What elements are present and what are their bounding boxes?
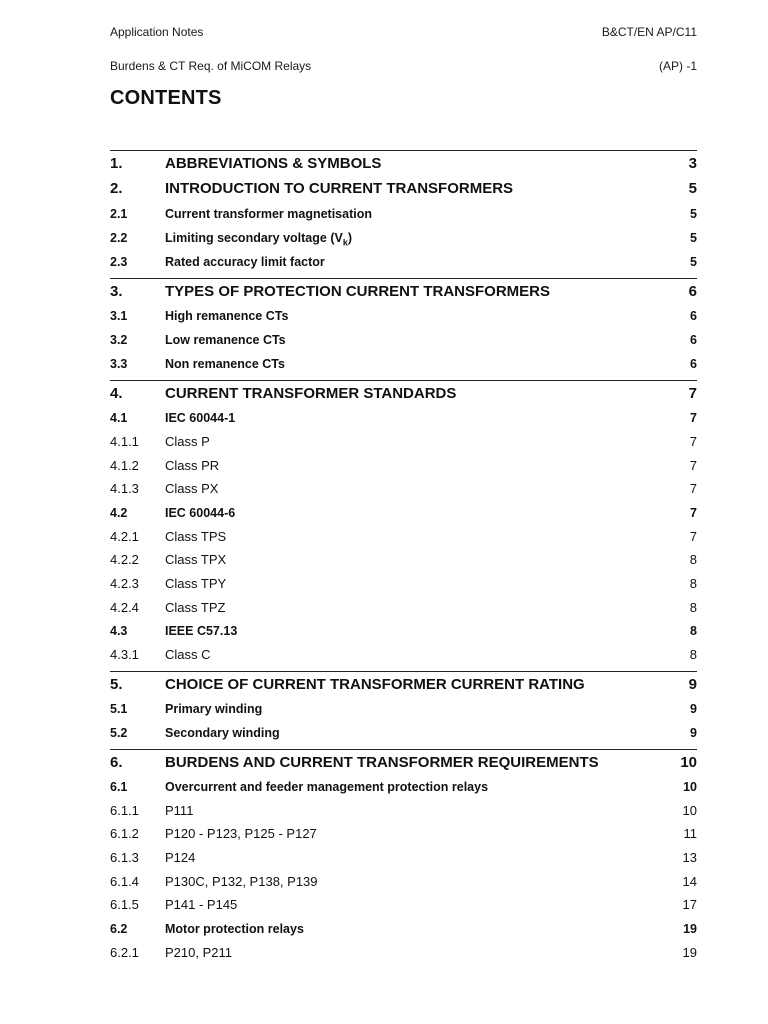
toc-entry-page: 6 (690, 309, 697, 323)
toc-entry-page: 6 (690, 333, 697, 347)
toc-entry[interactable] (110, 619, 697, 643)
toc-entry-title (165, 697, 262, 721)
toc-entry-title-text: P130C, P132, P138, P139 (165, 873, 318, 889)
toc-entry[interactable] (110, 870, 697, 894)
toc-entry-title (165, 202, 372, 226)
toc-entry-number: 1. (110, 155, 123, 172)
toc-entry[interactable] (110, 477, 697, 501)
toc-entry[interactable] (110, 279, 697, 304)
toc-entry[interactable] (110, 406, 697, 430)
toc-entry-title-text: TYPES OF PROTECTION CURRENT TRANSFORMERS (165, 283, 551, 300)
toc-entry-title-text: Class TPY (165, 575, 227, 591)
toc-section (110, 380, 697, 667)
toc-entry-page: 7 (689, 457, 697, 473)
toc-section (110, 749, 697, 965)
toc-entry[interactable] (110, 775, 697, 799)
toc-entry-number: 2.1 (110, 207, 128, 221)
toc-entry-title (165, 430, 210, 454)
toc-entry-title-text: Class TPX (165, 552, 227, 568)
toc-entry-title-text: IEC 60044-1 (165, 411, 236, 425)
toc-entry-page: 10 (682, 802, 697, 818)
toc-entry-page: 5 (690, 231, 697, 245)
toc-entry-number: 4.2 (110, 505, 128, 520)
toc-entry-page: 7 (689, 481, 697, 497)
toc-entry-number: 2.2 (110, 231, 128, 245)
toc-entry-number: 4.3 (110, 624, 128, 639)
toc-entry[interactable] (110, 202, 697, 226)
toc-entry-title-text: CURRENT TRANSFORMER STANDARDS (165, 385, 457, 402)
toc-entry-title (165, 352, 285, 376)
toc-entry-title-text: Motor protection relays (165, 921, 304, 936)
toc-entry-title (165, 176, 513, 202)
toc-entry-page: 8 (689, 552, 697, 568)
toc-entry-page: 9 (690, 725, 697, 740)
toc-entry-title-text: Class TPZ (165, 599, 226, 615)
toc-entry-page: 19 (682, 944, 697, 960)
toc-entry-number: 6.1.1 (110, 802, 139, 818)
toc-entry-title-text: Rated accuracy limit factor (165, 255, 325, 269)
toc-entry-number: 3.1 (110, 309, 128, 323)
toc-entry-number: 4.2.3 (110, 575, 139, 591)
toc-entry-title-text: Current transformer magnetisation (165, 207, 372, 221)
toc-entry-title (165, 799, 193, 823)
toc-entry[interactable] (110, 176, 697, 202)
toc-entry[interactable] (110, 596, 697, 620)
toc-entry-title (165, 328, 286, 352)
toc-entry-title-text: ABBREVIATIONS & SYMBOLS (165, 155, 382, 172)
toc-entry-title (165, 775, 488, 799)
toc-entry[interactable] (110, 151, 697, 176)
toc-entry-title (165, 250, 325, 274)
toc-entry-number: 4.2.4 (110, 599, 139, 615)
toc-entry-title (165, 304, 288, 328)
toc-section (110, 278, 697, 376)
toc-entry-number: 4.2.2 (110, 552, 139, 568)
toc-entry[interactable] (110, 846, 697, 870)
toc-entry-title (165, 381, 456, 406)
toc-entry-title-suffix: ) (347, 231, 353, 245)
toc-entry-number: 4.3.1 (110, 647, 139, 663)
toc-entry-page: 17 (682, 897, 697, 913)
toc-entry-page: 7 (690, 411, 697, 425)
toc-entry-page: 10 (683, 779, 697, 794)
toc-entry-title-text: Secondary winding (165, 725, 280, 740)
header-page-number: (AP) -1 (658, 59, 697, 73)
toc-entry-page: 6 (690, 357, 697, 371)
toc-entry-number: 4. (110, 385, 123, 402)
toc-entry-number: 6.2.1 (110, 944, 139, 960)
toc-entry-number: 4.1.2 (110, 457, 139, 473)
toc-entry-number: 5.1 (110, 701, 128, 716)
toc-entry-title-text: P210, P211 (165, 944, 232, 960)
toc-entry[interactable] (110, 548, 697, 572)
toc-entry-title-text: Class C (165, 647, 211, 663)
toc-section (110, 150, 697, 274)
toc-entry-title (165, 406, 235, 430)
header-doc-type: Application Notes (110, 25, 204, 39)
toc-entry[interactable] (110, 328, 697, 352)
toc-entry-title (165, 525, 226, 549)
toc-entry[interactable] (110, 572, 697, 596)
toc-entry-title (165, 279, 550, 304)
header-doc-code: B&CT/EN AP/C11 (601, 25, 697, 39)
toc-entry-page: 7 (689, 528, 697, 544)
toc-entry-title-text: High remanence CTs (165, 309, 289, 323)
toc-entry-page: 9 (688, 675, 697, 693)
toc-entry-title-text: Class PX (165, 481, 219, 497)
toc-entry[interactable] (110, 917, 697, 941)
toc-entry-page: 14 (682, 873, 697, 889)
toc-entry-page: 7 (688, 385, 697, 402)
toc-entry-title (165, 750, 599, 775)
toc-entry-page: 5 (690, 207, 697, 221)
toc-entry-number: 3.2 (110, 333, 128, 347)
toc-entry-page: 19 (683, 921, 697, 936)
toc-entry-page: 3 (688, 155, 697, 172)
toc-entry-number: 6. (110, 753, 123, 771)
toc-entry-number: 4.1.1 (110, 434, 139, 449)
toc-entry-page: 5 (690, 255, 697, 269)
toc-entry-page: 10 (680, 753, 697, 771)
toc-entry-page: 6 (688, 283, 697, 300)
toc-entry-title (165, 501, 235, 525)
toc-entry-number: 6.1.5 (110, 897, 139, 913)
toc-entry-number: 6.1.4 (110, 873, 139, 889)
toc-entry-page: 8 (689, 647, 697, 663)
toc-entry-title-text: BURDENS AND CURRENT TRANSFORMER REQUIREMENTS (165, 753, 599, 771)
toc-entry-title-text: IEEE C57.13 (165, 624, 238, 639)
toc-entry-title-text: Limiting secondary voltage (V (165, 231, 343, 245)
toc-entry-title-text: P120 - P123, P125 - P127 (165, 826, 317, 842)
toc-entry-title (165, 477, 218, 501)
toc-entry-page: 9 (690, 701, 697, 716)
toc-entry-page: 7 (689, 434, 697, 449)
toc-entry-number: 6.1.2 (110, 826, 139, 842)
toc-entry-title-text: P124 (165, 849, 196, 865)
toc-entry[interactable] (110, 822, 697, 846)
toc-entry[interactable] (110, 799, 697, 823)
toc-entry-number: 3. (110, 283, 123, 300)
toc-entry-title (165, 721, 280, 745)
toc-entry-page: 8 (690, 624, 697, 639)
toc-entry-number: 6.2 (110, 921, 128, 936)
toc-entry-title (165, 822, 317, 846)
toc-entry-title (165, 941, 232, 965)
toc-entry-title (165, 596, 225, 620)
toc-entry-title-text: Class P (165, 434, 210, 449)
page-title: CONTENTS (110, 87, 222, 109)
toc-entry-number: 4.1.3 (110, 481, 139, 497)
toc-entry-title (165, 548, 226, 572)
toc-entry-number: 4.2.1 (110, 528, 139, 544)
toc-entry-title-text: Class PR (165, 457, 220, 473)
toc-entry-title-text: IEC 60044-6 (165, 505, 236, 520)
toc-entry-number: 2.3 (110, 255, 128, 269)
toc-entry[interactable] (110, 501, 697, 525)
toc-entry[interactable] (110, 672, 697, 697)
toc-entry[interactable] (110, 454, 697, 478)
toc-entry-number: 6.1.3 (110, 849, 139, 865)
header-doc-subject: Burdens & CT Req. of MiCOM Relays (110, 59, 312, 73)
toc-entry[interactable] (110, 250, 697, 274)
toc-entry[interactable] (110, 352, 697, 376)
toc-entry-page: 7 (690, 505, 697, 520)
toc-entry-title-text: P141 - P145 (165, 897, 238, 913)
toc-entry-title (165, 846, 195, 870)
toc-entry-page: 8 (689, 599, 697, 615)
toc-entry-title-text: Low remanence CTs (165, 333, 286, 347)
toc-entry[interactable] (110, 430, 697, 454)
toc-entry[interactable] (110, 941, 697, 965)
toc-entry-subscript: k (342, 237, 348, 248)
toc-entry-number: 5. (110, 675, 123, 693)
toc-section (110, 671, 697, 745)
toc-entry-title (165, 454, 219, 478)
toc-entry-number: 4.1 (110, 411, 128, 425)
toc-entry-title-text: Primary winding (165, 701, 263, 716)
toc-entry-number: 5.2 (110, 725, 128, 740)
toc-entry-title (165, 572, 226, 596)
toc-entry-title-text: Class TPS (165, 528, 227, 544)
toc-entry-number: 3.3 (110, 357, 128, 371)
toc-entry-number: 2. (110, 180, 123, 197)
toc-entry[interactable] (110, 750, 697, 775)
toc-entry-title (165, 619, 237, 643)
toc-entry-title-text: Overcurrent and feeder management protection relays (165, 779, 489, 794)
toc-entry[interactable] (110, 226, 697, 250)
toc-entry-title-text: CHOICE OF CURRENT TRANSFORMER CURRENT RATING (165, 675, 585, 693)
table-of-contents (110, 150, 697, 964)
toc-entry[interactable] (110, 643, 697, 667)
toc-entry-title-text: P111 (165, 802, 194, 818)
toc-entry-title (165, 870, 318, 894)
toc-entry-title-text: Non remanence CTs (165, 357, 285, 371)
toc-entry-title (165, 151, 381, 176)
toc-entry[interactable] (110, 721, 697, 745)
toc-entry-title-text: INTRODUCTION TO CURRENT TRANSFORMERS (165, 180, 514, 197)
toc-entry-title (165, 917, 304, 941)
toc-entry[interactable] (110, 381, 697, 406)
toc-entry-title (165, 672, 585, 697)
toc-entry[interactable] (110, 697, 697, 721)
toc-entry[interactable] (110, 304, 697, 328)
toc-entry-page: 11 (683, 826, 697, 842)
toc-entry-title (165, 643, 211, 667)
toc-entry-number: 6.1 (110, 779, 128, 794)
toc-entry-page: 13 (682, 849, 697, 865)
toc-entry[interactable] (110, 525, 697, 549)
toc-entry-title (165, 893, 237, 917)
toc-entry-page: 5 (688, 180, 697, 197)
toc-entry[interactable] (110, 893, 697, 917)
toc-entry-page: 8 (689, 575, 697, 591)
